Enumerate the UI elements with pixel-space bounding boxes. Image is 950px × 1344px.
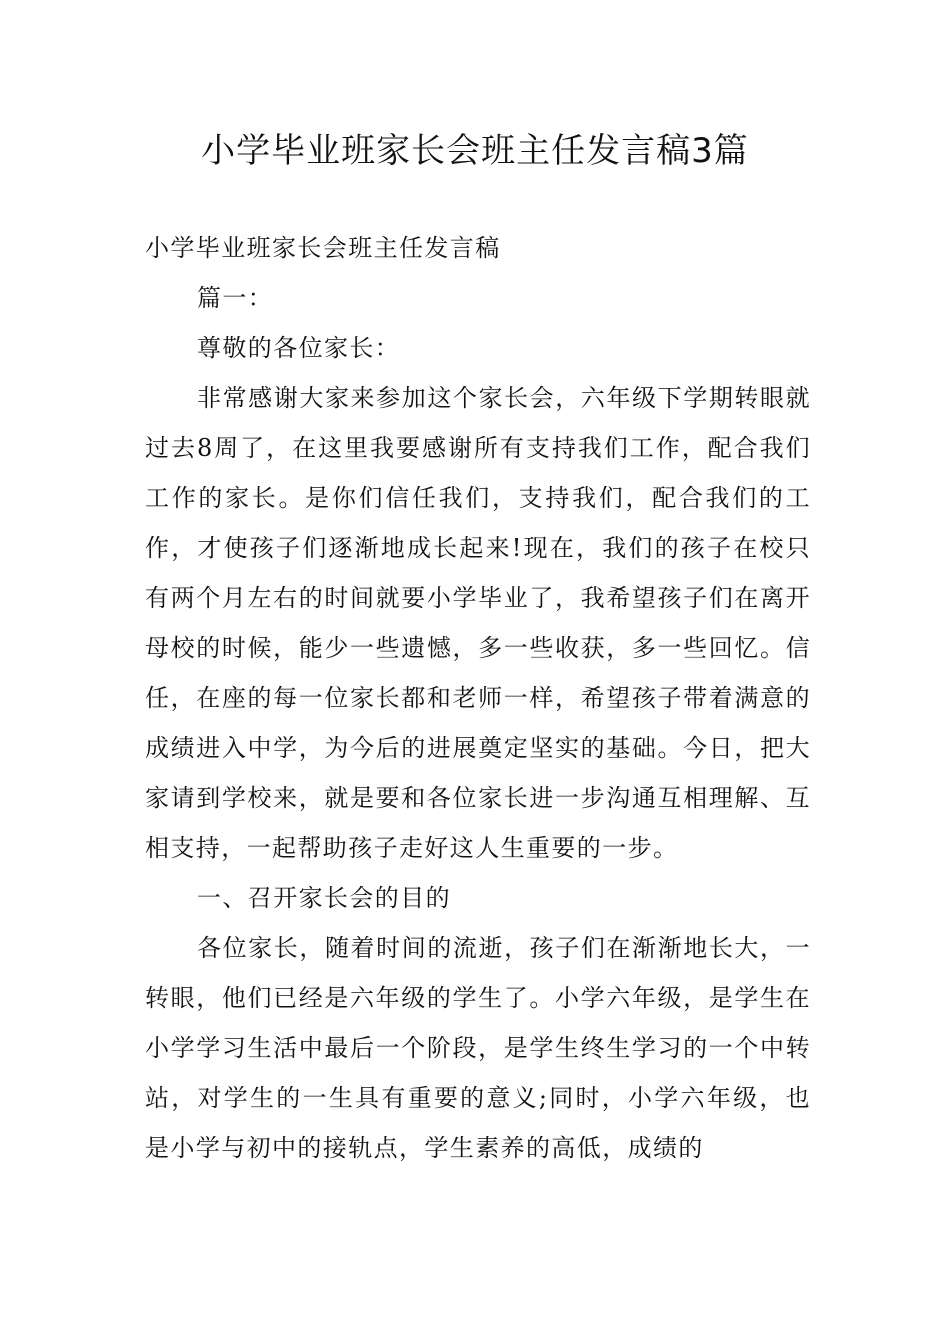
section-heading: 一、召开家长会的目的: [197, 884, 451, 912]
document-body: [145, 223, 811, 1173]
document-title: 小学毕业班家长会班主任发言稿3篇: [201, 131, 749, 171]
salutation: 尊敬的各位家长：: [197, 334, 401, 362]
document-subtitle: 小学毕业班家长会班主任发言稿: [145, 234, 501, 262]
section-label: 篇一：: [197, 284, 274, 312]
body-paragraph: 各位家长，随着时间的流逝，孩子们在渐渐地长大，一转眼，他们已经是六年级的学生了。小学六年级，是学生在小学学习生活中最后一个阶段，是学生终生学习的一个中转站，对学生的一生具有重要的意义;同时，小学六年级，也是小学与初中的接轨点，学生素养的高低，成绩的: [145, 934, 811, 1162]
body-paragraph: 非常感谢大家来参加这个家长会，六年级下学期转眼就过去8周了，在这里我要感谢所有支持我们工作，配合我们工作的家长。是你们信任我们，支持我们，配合我们的工作，才使孩子们逐渐地成长起来!现在，我们的孩子在校只有两个月左右的时间就要小学毕业了，我希望孩子们在离开母校的时候，能少一些遗憾，多一些收获，多一些回忆。信任，在座的每一位家长都和老师一样，希望孩子带着满意的成绩进入中学，为今后的进展奠定坚实的基础。今日，把大家请到学校来，就是要和各位家长进一步沟通互相理解、互相支持，一起帮助孩子走好这人生重要的一步。: [145, 384, 811, 862]
